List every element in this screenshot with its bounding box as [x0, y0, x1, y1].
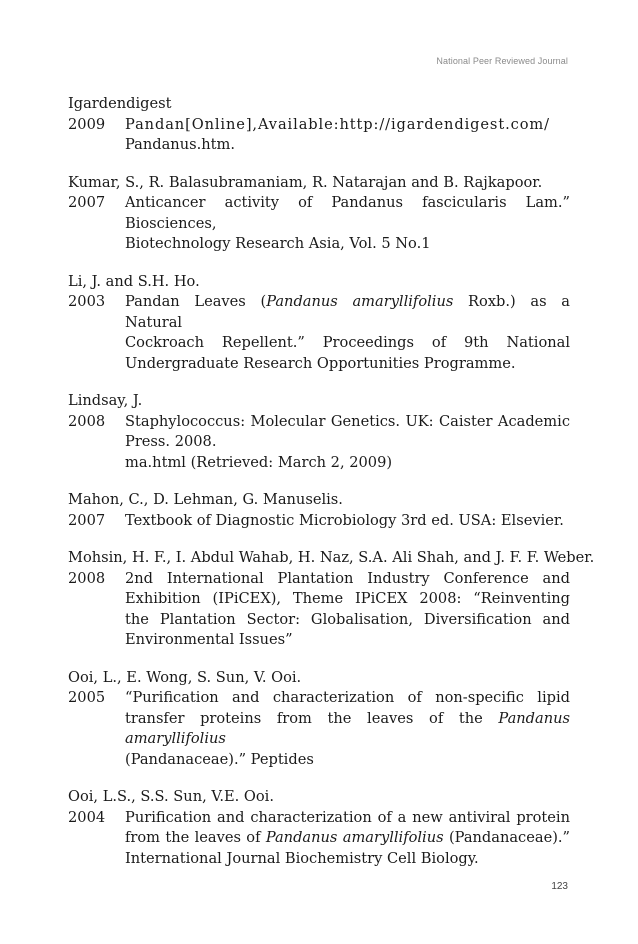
- reference-year: 2008: [68, 412, 106, 430]
- reference-line: (Pandanaceae).” Peptides: [125, 750, 314, 768]
- reference-author: Igardendigest: [68, 95, 172, 112]
- reference-line: Textbook of Diagnostic Microbiology 3rd ed. USA: Elsevier.: [125, 511, 564, 529]
- reference-author: Ooi, L., E. Wong, S. Sun, V. Ooi.: [68, 668, 302, 686]
- reference-line-part: Pandan Leaves (: [125, 293, 267, 310]
- reference-text: [125, 808, 570, 870]
- reference-line: Pandanus.htm.: [125, 136, 235, 153]
- species-name: Pandanus amaryllifolius: [125, 709, 570, 747]
- reference-year: 2008: [68, 569, 106, 587]
- reference-text: [125, 412, 570, 474]
- reference-year: 2003: [68, 293, 106, 310]
- reference-entry: [68, 490, 570, 531]
- reference-entry: [68, 391, 570, 473]
- reference-text: [125, 688, 570, 770]
- reference-line: Anticancer activity of Pandanus fascicularis Lam.” Biosciences,: [125, 194, 570, 232]
- species-name: Pandanus amaryllifolius: [266, 293, 454, 310]
- reference-line: Environmental Issues”: [125, 631, 293, 648]
- reference-line: Press. 2008.: [125, 433, 217, 450]
- reference-entry: [68, 272, 570, 375]
- reference-line: Undergraduate Research Opportunities Programme.: [125, 354, 516, 372]
- reference-line: “Purification and characterization of non-specific lipid: [125, 689, 570, 706]
- reference-line: Cockroach Repellent.” Proceedings of 9th National: [125, 334, 570, 351]
- reference-year: 2005: [68, 689, 106, 706]
- reference-text: [125, 569, 570, 651]
- reference-line: the Plantation Sector: Globalisation, Diversification and: [125, 610, 570, 628]
- reference-author: Ooi, L.S., S.S. Sun, V.E. Ooi.: [68, 788, 274, 805]
- reference-line: Exhibition (IPiCEX), Theme IPiCEX 2008: “Reinventing: [125, 590, 570, 607]
- reference-line: 2nd International Plantation Industry Conference and: [125, 569, 570, 587]
- reference-text: [125, 193, 570, 255]
- reference-author: Kumar, S., R. Balasubramaniam, R. Natarajan and B. Rajkapoor.: [68, 173, 543, 191]
- species-name: Pandanus amaryllifolius: [265, 829, 444, 846]
- reference-line-part: Roxb.) as a Natural: [125, 293, 571, 331]
- reference-year: 2004: [68, 808, 106, 826]
- reference-line: [125, 292, 570, 333]
- reference-text: [125, 511, 570, 532]
- reference-line: ma.html (Retrieved: March 2, 2009): [125, 453, 393, 471]
- reference-entry: [68, 173, 570, 255]
- reference-line: Biotechnology Research Asia, Vol. 5 No.1: [125, 235, 431, 252]
- reference-line: Pandan[Online],Available:http://igardendigest.com/: [125, 115, 550, 133]
- reference-entry: [68, 787, 570, 869]
- reference-entry: [68, 548, 595, 651]
- reference-line-part: (Pandanaceae).”: [443, 829, 570, 846]
- reference-line-part: transfer proteins from the leaves of the: [125, 709, 499, 727]
- reference-line: [125, 828, 570, 849]
- reference-line: Staphylococcus: Molecular Genetics. UK: Caister Academic: [125, 412, 570, 430]
- reference-text: [125, 115, 570, 156]
- reference-line: [125, 709, 570, 750]
- reference-line-part: from the leaves of: [125, 829, 266, 846]
- reference-author: Mohsin, H. F., I. Abdul Wahab, H. Naz, S.A. Ali Shah, and J. F. F. Weber.: [68, 549, 595, 566]
- reference-year: 2007: [68, 194, 106, 211]
- reference-text: [125, 292, 570, 374]
- journal-header: National Peer Reviewed Journal: [436, 56, 568, 66]
- page-number: 123: [551, 881, 568, 892]
- reference-line: Purification and characterization of a new antiviral protein: [125, 808, 570, 826]
- reference-year: 2007: [68, 511, 106, 529]
- reference-entry: [68, 94, 570, 156]
- reference-author: Lindsay, J.: [68, 392, 143, 409]
- reference-entry: [68, 668, 570, 771]
- reference-author: Mahon, C., D. Lehman, G. Manuselis.: [68, 491, 343, 508]
- reference-line: International Journal Biochemistry Cell Biology.: [125, 849, 479, 867]
- reference-year: 2009: [68, 115, 106, 133]
- reference-list: [68, 94, 595, 886]
- reference-author: Li, J. and S.H. Ho.: [68, 272, 200, 290]
